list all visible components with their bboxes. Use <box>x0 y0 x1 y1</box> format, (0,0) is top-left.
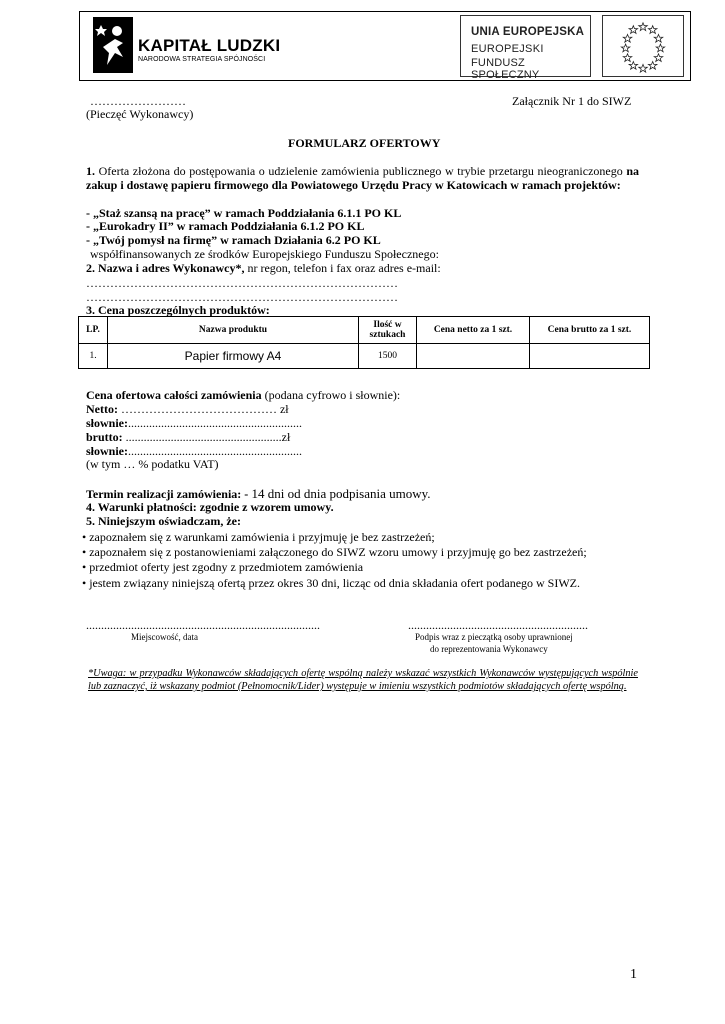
attachment-label: Załącznik Nr 1 do SIWZ <box>512 94 632 108</box>
joint-offer-note: *Uwaga: w przypadku Wykonawców składających ofertę wspólną należy wskazać wszystkich Wykonawców występujących wspólnie lub zaznaczyć, iż wskazany podmiot (Pełnomocnik/Lider) występuje w imieniu wszystkich podmiotów składających ofertę wspólną. <box>88 668 638 692</box>
cell-quantity: 1500 <box>359 344 417 369</box>
column-header: Nazwa produktu <box>108 317 359 344</box>
slownie-dots-2: .......................................................... <box>128 444 302 458</box>
column-header: Cena brutto za 1 szt. <box>530 317 650 344</box>
kapital-ludzki-logo-icon <box>93 17 141 73</box>
brutto-dots: ....................................................zł <box>122 430 291 444</box>
project-2: - „Eurokadry II” w ramach Poddziałania 6.1.2 PO KL <box>86 219 365 233</box>
cell-product-name: Papier firmowy A4 <box>108 344 359 369</box>
stamp-label: (Pieczęć Wykonawcy) <box>86 107 194 121</box>
list-item: • zapoznałem się z warunkami zamówienia i przyjmuję je bez zastrzeżeń; <box>82 530 435 544</box>
price-heading-rest: (podana cyfrowo i słownie): <box>261 388 401 402</box>
cofinance-text: współfinansowanych ze środków Europejskiego Funduszu Społecznego: <box>90 247 439 261</box>
section2-rest: nr regon, telefon i fax oraz adres e-mail: <box>244 261 441 275</box>
eu-flag-icon <box>602 15 684 77</box>
page-number: 1 <box>630 967 637 982</box>
project-3: - „Twój pomysł na firmę” w ramach Działania 6.2 PO KL <box>86 233 381 247</box>
netto-line[interactable] <box>86 403 289 417</box>
table-row <box>79 344 650 369</box>
place-date-label: Miejscowość, data <box>131 632 198 642</box>
brutto-label: brutto: <box>86 430 123 444</box>
section1-bold: na zakup i dostawę papieru firmowego dla Powiatowego Urzędu Pracy w Katowicach w ramach projektów: <box>86 164 640 192</box>
slownie-label-2: słownie: <box>86 444 128 458</box>
payment-terms: 4. Warunki płatności: zgodnie z wzorem umowy. <box>86 500 334 514</box>
table-header-row <box>79 317 650 344</box>
eu-text-box <box>460 15 591 81</box>
deadline-value: 14 dni od dnia podpisania umowy. <box>248 486 431 501</box>
slownie-label-1: słownie: <box>86 416 128 430</box>
eu-line-3: FUNDUSZ SPOŁECZNY <box>471 57 540 81</box>
stamp-dots: …………………… <box>90 94 186 108</box>
section1-paragraph <box>86 165 639 192</box>
section3-label: 3. Cena poszczególnych produktów: <box>86 303 270 317</box>
section1-intro: Oferta złożona do postępowania o udzielenie zamówienia publicznego w trybie przetargu nieograniczonego <box>98 164 623 178</box>
cell-lp: 1. <box>79 344 108 369</box>
kapital-ludzki-subtitle: NARODOWA STRATEGIA SPÓJNOŚCI <box>138 56 266 63</box>
list-item: • przedmiot oferty jest zgodny z przedmiotem zamówienia <box>82 560 364 574</box>
section2-line <box>86 262 441 276</box>
vat-note: (w tym … % podatku VAT) <box>86 457 219 471</box>
list-item: • zapoznałem się z postanowieniami załączonego do SIWZ wzoru umowy i przyjmuję go bez zastrzeżeń; <box>82 545 587 559</box>
signature-label-2: do reprezentowania Wykonawcy <box>430 644 548 654</box>
slownie-line-1[interactable] <box>86 417 302 431</box>
list-item: • jestem związany niniejszą ofertą przez okres 30 dni, licząc od dnia składania ofert podanego w SIWZ. <box>82 576 581 590</box>
kapital-ludzki-title: KAPITAŁ LUDZKI <box>138 36 281 55</box>
section1-number: 1. <box>86 164 95 178</box>
declaration-bullet-1: zapoznałem się z warunkami zamówienia i przyjmuję je bez zastrzeżeń; <box>89 530 435 544</box>
declaration-bullet-2: zapoznałem się z postanowieniami załączonego do SIWZ wzoru umowy i przyjmuję go bez zastrzeżeń; <box>89 545 587 559</box>
netto-dots: ………………………………… zł <box>117 402 289 416</box>
eu-line-1: UNIA EUROPEJSKA <box>471 26 585 38</box>
section2-dots-2: …………………………………………………………………… <box>86 290 398 304</box>
declaration-bullet-4: jestem związany niniejszą ofertą przez okres 30 dni, licząc od dnia składania ofert podanego w SIWZ. <box>89 576 581 590</box>
declaration-bullet-3: przedmiot oferty jest zgodny z przedmiotem zamówienia <box>89 560 364 574</box>
netto-label: Netto: <box>86 402 118 416</box>
header-banner <box>79 11 691 81</box>
price-heading <box>86 389 400 403</box>
signature-dots[interactable]: ............................................................ <box>408 618 588 632</box>
declaration-heading: 5. Niniejszym oświadczam, że: <box>86 514 241 528</box>
column-header: LP. <box>79 317 108 344</box>
signature-label-1: Podpis wraz z pieczątką osoby uprawnionej <box>415 632 573 642</box>
form-title: FORMULARZ OFERTOWY <box>288 136 441 150</box>
column-header: Cena netto za 1 szt. <box>417 317 530 344</box>
eu-line-2: EUROPEJSKI <box>471 43 544 55</box>
price-heading-bold: Cena ofertowa całości zamówienia <box>86 388 262 402</box>
brutto-line[interactable] <box>86 431 290 445</box>
project-1: - „Staż szansą na pracę” w ramach Poddziałania 6.1.1 PO KL <box>86 206 402 220</box>
column-header: Ilość w sztukach <box>359 317 417 344</box>
section2-label: 2. Nazwa i adres Wykonawcy*, <box>86 261 245 275</box>
cell-net-price[interactable] <box>417 344 530 369</box>
slownie-dots-1: .......................................................... <box>128 416 302 430</box>
deadline-label: Termin realizacji zamówienia: - <box>86 487 249 501</box>
cell-gross-price[interactable] <box>530 344 650 369</box>
products-table <box>78 316 650 369</box>
place-date-dots[interactable]: .............................................................................. <box>86 618 320 632</box>
section2-dots-1: …………………………………………………………………… <box>86 276 398 290</box>
